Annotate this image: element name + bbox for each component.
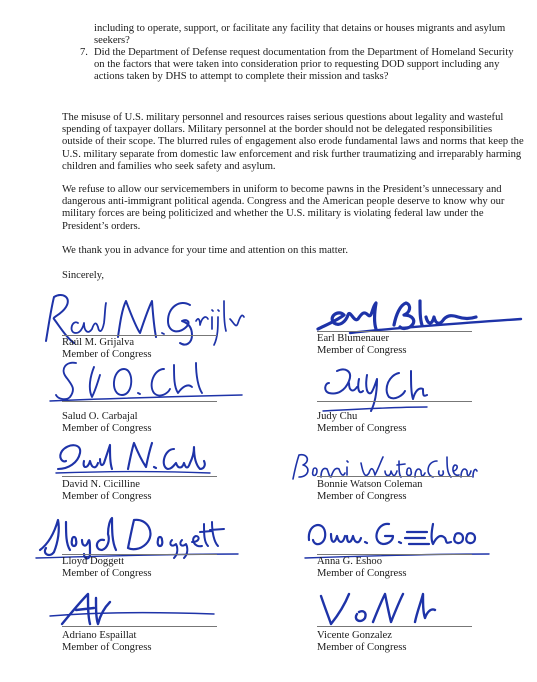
signatory-title: Member of Congress [62, 349, 152, 360]
handwritten-signature [319, 365, 429, 415]
signatory-name: Raúl M. Grijalva [62, 337, 135, 348]
signatory-title: Member of Congress [62, 491, 152, 502]
signature-line [317, 554, 472, 555]
signature-line [62, 626, 217, 627]
signatory-name: Bonnie Watson Coleman [317, 479, 423, 490]
body-paragraph-misuse: The misuse of U.S. military personnel and resources raises serious questions about legality and wasteful spending of taxpayer dollars. Military personnel at the border should not be delegated responsibilities outside of their scope. The blurred rules of engagement also erode fundamental laws and norms that keep the U.S. military separate from domestic law enforcement and risk further traumatizing and irreparably harming children and families who seek safety and asylum. [62, 112, 524, 172]
signatory-title: Member of Congress [317, 491, 407, 502]
closing: Sincerely, [62, 270, 104, 281]
signatory-name: Earl Blumenauer [317, 333, 390, 344]
signature-line [317, 476, 472, 477]
signature-line [62, 401, 217, 402]
signatory-title: Member of Congress [317, 345, 407, 356]
signatory-title: Member of Congress [62, 568, 152, 579]
handwritten-signature [48, 588, 218, 630]
signatory-title: Member of Congress [317, 642, 407, 653]
signature-line [62, 476, 217, 477]
signatory-name: Adriano Espaillat [62, 630, 137, 641]
list-number: 7. [80, 47, 88, 58]
body-paragraph-refuse: We refuse to allow our servicemembers in uniform to become pawns in the President’s unnecessary and dangerous anti-immigrant political agenda. Congress and the American people deserve to know why our military forces are being politicized and whether the U.S. military is violating federal law under the President’s orders. [62, 184, 505, 232]
signature-line [317, 626, 472, 627]
signatory-title: Member of Congress [317, 423, 407, 434]
signatory-name: Anna G. Eshoo [317, 556, 383, 567]
body-paragraph-thanks: We thank you in advance for your time and attention on this matter. [62, 245, 348, 256]
handwritten-signature [317, 590, 437, 630]
handwritten-signature [46, 359, 246, 405]
signatory-name: Vicente Gonzalez [317, 630, 392, 641]
signatory-name: David N. Cicilline [62, 479, 140, 490]
signature-line [317, 331, 472, 332]
signatory-name: Salud O. Carbajal [62, 411, 138, 422]
signatory-title: Member of Congress [317, 568, 407, 579]
handwritten-signature [54, 439, 214, 479]
signatory-title: Member of Congress [62, 642, 152, 653]
signature-line [62, 335, 217, 336]
signatory-name: Judy Chu [317, 411, 358, 422]
list-item-continuation: including to operate, support, or facilitate any facility that detains or houses migrants and asylum seekers? [94, 23, 506, 47]
signature-line [317, 401, 472, 402]
signatory-name: Lloyd Doggett [62, 556, 125, 567]
signature-line [62, 554, 217, 555]
signatory-title: Member of Congress [62, 423, 152, 434]
list-item-text: Did the Department of Defense request documentation from the Department of Homeland Security on the factors that were taken into consideration prior to requesting DOD support including any actions taken by DHS to attempt to complete their mission and tasks? [94, 47, 514, 83]
